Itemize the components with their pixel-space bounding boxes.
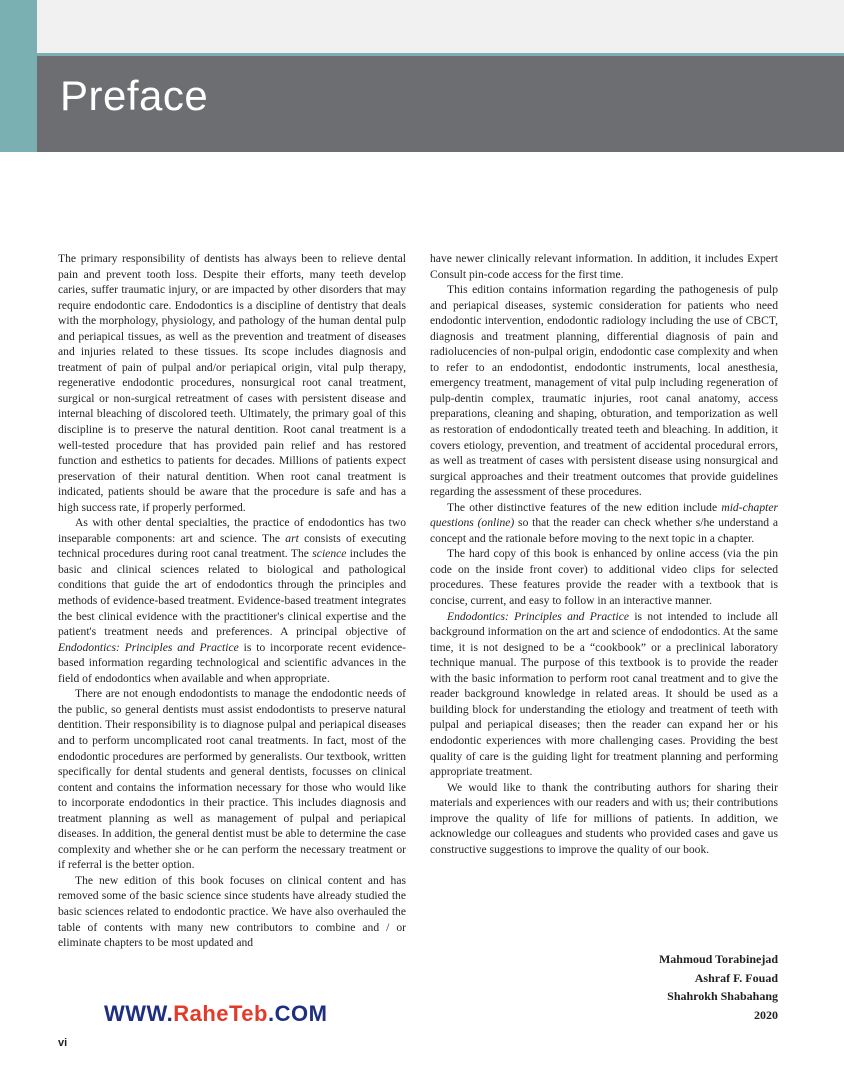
left-column (58, 251, 406, 951)
author-name: Mahmoud Torabinejad (658, 952, 778, 966)
watermark-url: WWW.RaheTeb.COM (104, 1001, 328, 1026)
header-top-strip (37, 0, 844, 53)
paragraph-4: The new edition of this book focuses on clinical content and has removed some of the basic science since students have already studied the basic sciences related to endodontic practice. We have also overhauled the table of contents with many new contributors to combine and / or eliminate chapters to be most updated and (58, 873, 406, 950)
paragraph-5: have newer clinically relevant information. In addition, it includes Expert Consult pin-code access for the first time. (430, 252, 778, 281)
signature-year: 2020 (754, 1007, 778, 1022)
paragraph-8: The hard copy of this book is enhanced by online access (via the pin code on the inside front cover) to additional video clips for selected procedures. These features provide the reader with a textbook that is concise, current, and easy to follow in an interactive manner. (430, 547, 778, 608)
author-name: Ashraf F. Fouad (694, 970, 778, 985)
paragraph-9: Endodontics: Principles and Practice is not intended to include all background information on the art and science of endodontics. At the same time, it is not designed to be a “cookbook” or a preclinical laboratory technique manual. The purpose of this textbook is to provide the reader with the basic information to perform root canal treatment and to give the reader background knowledge in related areas. It should be used as a building block for understanding the etiology and treatment of teeth with pulpal and periapical diseases; then the reader can expand her or his endodontic experiences with more challenging cases. Providing the best quality of care is the guiding light for treatment planning and performing appropriate treatment. (430, 609, 778, 779)
paragraph-7: The other distinctive features of the new edition include mid-chapter questions (online) so that the reader can check whether s/he understand a concept and the rationale before moving to the next topic in a chapter. (430, 500, 778, 545)
paragraph-6: This edition contains information regarding the pathogenesis of pulp and periapical diseases, systemic consideration for patients who need endodontic intervention, endodontic radiology including the use of CBCT, diagnosis and treatment planning, differential diagnosis of pain and radiolucencies of non-pulpal origin, endodontic case complexity and when to refer to an endodontist, endodontic instruments, local anesthesia, emergency treatment, management of vital pulp including regeneration of pulp-dentin complex, traumatic injuries, root canal anatomy, access preparations, cleaning and shaping, obturation, and temporization as well as restoration of endodontically treated teeth and bleaching. In addition, it covers etiology, prevention, and treatment of accidental procedural errors, as well as treatment of cases with persistent disease using nonsurgical and surgical approaches and their treatment outcomes that provide guidelines regarding the assessment of these procedures. (430, 283, 778, 499)
paragraph-10: We would like to thank the contributing authors for sharing their materials and experiences with our readers and with us; their contributions improve the quality of life for millions of patients. In addition, we acknowledge our colleagues and students who provided cases and gave us constructive suggestions to improve the quality of our book. (430, 780, 778, 856)
paragraph-3: There are not enough endodontists to manage the endodontic needs of the public, so general dentists must assist endodontists to preserve natural dentition. Their responsibility is to diagnose pulpal and periapical diseases and to perform uncomplicated root canal treatments. In fact, most of the endodontic procedures are performed by generalists. Our textbook, written specifically for dental students and general dentists, focusses on clinical content and contains the information necessary for those who would like to incorporate endodontics in their practice. This includes diagnosis and treatment planning as well as management of pulpal and periapical diseases. In addition, the general dentist must be able to determine the case complexity and whether she or he can perform the necessary treatment or if referral is the better option. (58, 687, 406, 872)
author-name: Shahrokh Shabahang (667, 989, 778, 1003)
paragraph-2: As with other dental specialties, the practice of endodontics has two inseparable components: art and science. The art consists of executing technical procedures during root canal treatment. The science includes the basic and clinical sciences related to biological and pathological conditions that guide the art of endodontics through the principles and methods of evidence-based treatment. Evidence-based treatment integrates the best clinical evidence with the practitioner's clinical expertise and the patient's treatment needs and preferences. A principal objective of Endodontics: Principles and Practice is to incorporate recent evidence-based information regarding technological and scientific advances in the field of endodontics when available and when appropriate. (58, 516, 406, 685)
page-number: vi (58, 1037, 68, 1049)
right-column (430, 251, 778, 857)
paragraph-1: The primary responsibility of dentists has always been to relieve dental pain and prevent tooth loss. Despite their efforts, many teeth develop caries, suffer traumatic injury, or are impacted by other disorders that may require endodontic care. Endodontics is a discipline of dentistry that deals with the morphology, physiology, and pathology of the human dental pulp and periapical tissues, as well as the prevention and treatment of diseases and injuries related to these tissues. Its scope includes diagnosis and treatment of pain of pulpal and/or periapical origin, vital pulp therapy, regenerative endodontic procedures, nonsurgical root canal treatment, surgical or non-surgical retreatment of cases with persistent disease and internal bleaching of discolored teeth. Ultimately, the primary goal of this discipline is to preserve the natural dentition. Root canal treatment is a well-tested procedure that has provided pain relief and has restored function and esthetics to patients for decades. Millions of patients expect preservation of their natural dentition. When root canal treatment is indicated, patients should be aware that the procedure is safe and has a high success rate, if properly performed. (58, 252, 406, 514)
author-signature (659, 950, 778, 1024)
side-accent-bar (0, 0, 37, 152)
page-title: Preface (60, 72, 209, 119)
